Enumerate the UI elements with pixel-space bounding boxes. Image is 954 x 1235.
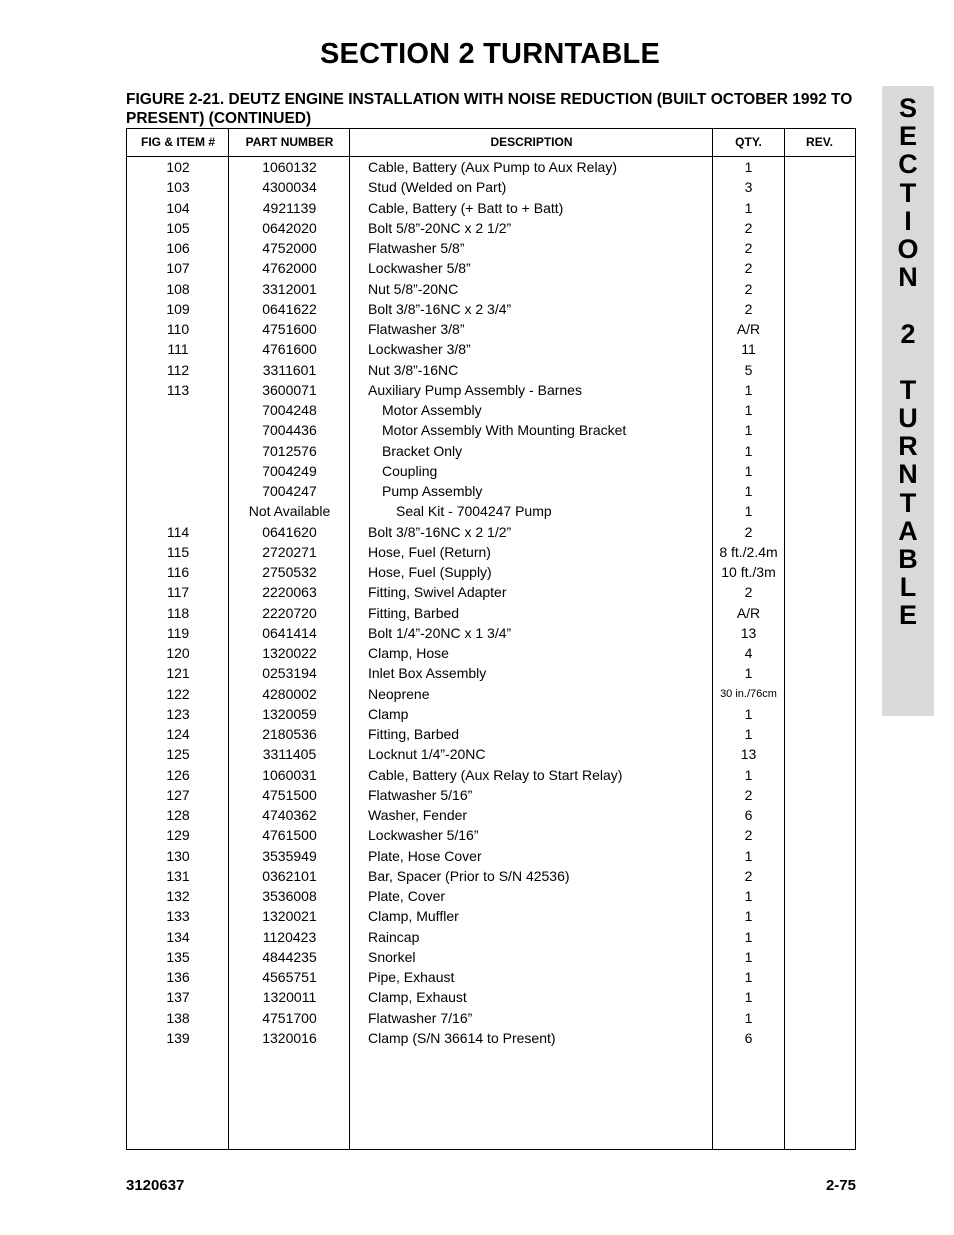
table-row <box>127 339 855 359</box>
table-row <box>127 805 855 825</box>
table-row <box>127 967 855 987</box>
item-number-cell: 107 <box>166 260 190 277</box>
description-cell: Flatwasher 5/16” <box>368 786 473 803</box>
table-row <box>127 319 855 339</box>
item-number-cell: 136 <box>166 969 190 985</box>
description-cell: Inlet Box Assembly <box>368 665 487 682</box>
quantity-cell: 1 <box>744 989 753 1006</box>
part-number-cell: 2720271 <box>262 543 317 560</box>
quantity-cell: 2 <box>744 786 753 803</box>
quantity-cell: 1 <box>744 847 753 864</box>
description-cell: Raincap <box>368 928 420 945</box>
parts-table <box>126 128 856 1150</box>
item-number-cell: 115 <box>166 543 190 560</box>
table-row <box>127 522 855 542</box>
item-number-cell: 109 <box>166 300 190 317</box>
quantity-cell: 1 <box>744 422 753 439</box>
item-number-cell: 103 <box>166 179 190 196</box>
description-cell: Nut 3/8”-16NC <box>368 361 459 378</box>
part-number-cell: 1320016 <box>262 1029 317 1046</box>
side-tab-letter: C <box>898 149 918 180</box>
part-number-cell: 4751500 <box>262 786 317 803</box>
table-row <box>127 886 855 906</box>
table-row <box>127 623 855 643</box>
item-number-cell: 114 <box>166 523 190 540</box>
table-row <box>127 582 855 602</box>
description-cell: Bolt 3/8”-16NC x 2 1/2” <box>368 523 512 540</box>
description-cell: Plate, Hose Cover <box>368 847 482 864</box>
table-row <box>127 461 855 481</box>
part-number-cell: 2180536 <box>262 726 317 742</box>
description-cell: Bolt 1/4”-20NC x 1 3/4” <box>368 624 512 641</box>
part-number-cell: 4844235 <box>262 948 317 965</box>
description-cell: Clamp, Hose <box>368 645 449 661</box>
quantity-cell: 2 <box>744 240 753 256</box>
table-row <box>127 765 855 785</box>
table-row <box>127 603 855 623</box>
table-row <box>127 866 855 886</box>
description-cell: Locknut 1/4”-20NC <box>368 746 486 763</box>
table-row <box>127 643 855 663</box>
part-number-cell: 4740362 <box>262 807 317 823</box>
item-number-cell: 111 <box>167 341 189 358</box>
table-row <box>127 947 855 967</box>
quantity-cell: 4 <box>744 645 753 661</box>
description-cell: Fitting, Barbed <box>368 726 460 742</box>
quantity-cell: 1 <box>744 159 753 175</box>
part-number-cell: 0641620 <box>262 523 317 540</box>
item-number-cell: 117 <box>166 584 190 601</box>
side-tab-letter: L <box>899 572 917 603</box>
description-cell: Hose, Fuel (Supply) <box>368 564 492 580</box>
quantity-cell: 1 <box>744 665 753 682</box>
part-number-cell: 4752000 <box>262 240 317 256</box>
item-number-cell: 121 <box>166 665 190 682</box>
quantity-cell: 13 <box>740 624 757 641</box>
table-row <box>127 157 855 177</box>
quantity-cell: 1 <box>744 726 753 742</box>
item-number-cell: 110 <box>166 321 190 337</box>
document-number: 3120637 <box>126 1177 185 1194</box>
quantity-cell: 13 <box>740 746 757 763</box>
part-number-cell: 1120423 <box>262 928 317 945</box>
quantity-cell: 1 <box>744 1009 753 1026</box>
table-row <box>127 198 855 218</box>
description-cell: Cable, Battery (Aux Pump to Aux Relay) <box>368 159 617 175</box>
table-row <box>127 177 855 197</box>
table-header <box>127 129 855 157</box>
table-row <box>127 724 855 744</box>
header-item: FIG & ITEM # <box>140 135 215 149</box>
table-row <box>127 238 855 258</box>
quantity-cell: A/R <box>736 321 761 337</box>
part-number-cell: 0641414 <box>262 624 317 641</box>
table-row <box>127 1008 855 1028</box>
table-row <box>127 825 855 845</box>
table-row <box>127 481 855 501</box>
quantity-cell: A/R <box>736 604 761 621</box>
figure-title: FIGURE 2-21. DEUTZ ENGINE INSTALLATION WITH NOISE REDUCTION (BUILT OCTOBER 1992 TO PRESENT) (CONTINUED) <box>126 91 853 127</box>
item-number-cell: 112 <box>166 361 190 378</box>
quantity-cell: 1 <box>744 483 753 499</box>
item-number-cell: 130 <box>166 847 190 864</box>
quantity-cell: 1 <box>744 442 753 459</box>
part-number-cell: 4751700 <box>262 1009 317 1026</box>
quantity-cell: 1 <box>744 766 753 783</box>
part-number-cell: 1320021 <box>262 908 317 925</box>
part-number-cell: 3312001 <box>262 280 317 297</box>
item-number-cell: 122 <box>166 685 190 702</box>
part-number-cell: 1060132 <box>262 159 317 175</box>
part-number-cell: 4761500 <box>262 827 317 844</box>
item-number-cell: 113 <box>166 381 190 398</box>
side-tab-spacer <box>882 291 934 319</box>
header-rev: REV. <box>806 135 833 149</box>
table-row <box>127 562 855 582</box>
page-title: SECTION 2 TURNTABLE <box>320 38 660 70</box>
side-tab-letter: A <box>898 515 918 546</box>
description-cell: Plate, Cover <box>368 888 446 904</box>
item-number-cell: 102 <box>166 159 190 175</box>
quantity-cell: 1 <box>744 948 753 965</box>
quantity-cell: 1 <box>744 928 753 945</box>
quantity-cell: 6 <box>744 807 753 823</box>
description-cell: Seal Kit - 7004247 Pump <box>396 503 552 520</box>
table-row <box>127 542 855 562</box>
item-number-cell: 119 <box>166 624 190 641</box>
side-tab-letter: B <box>898 544 918 574</box>
description-cell: Bolt 3/8”-16NC x 2 3/4” <box>368 300 512 317</box>
quantity-cell: 2 <box>744 523 753 540</box>
description-cell: Bolt 5/8”-20NC x 2 1/2” <box>368 219 512 236</box>
item-number-cell: 131 <box>166 867 190 884</box>
table-row <box>127 1028 855 1048</box>
quantity-cell: 1 <box>744 705 753 722</box>
part-number-cell: 0641622 <box>262 300 317 317</box>
part-number-cell: 4280002 <box>262 685 317 702</box>
quantity-cell: 2 <box>744 219 753 236</box>
description-cell: Clamp <box>368 705 409 722</box>
description-cell: Flatwasher 7/16” <box>368 1009 473 1026</box>
description-cell: Motor Assembly With Mounting Bracket <box>382 422 627 439</box>
part-number-cell: 1320011 <box>262 989 317 1006</box>
part-number-cell: 3536008 <box>262 888 317 904</box>
quantity-cell: 1 <box>744 462 753 479</box>
part-number-cell: 2750532 <box>262 564 317 580</box>
description-cell: Auxiliary Pump Assembly - Barnes <box>368 381 582 398</box>
side-tab-letter: T <box>899 487 917 518</box>
section-side-tab <box>882 86 934 716</box>
part-number-cell: 3311405 <box>262 746 317 763</box>
item-number-cell: 124 <box>166 726 190 742</box>
side-tab-letter: N <box>898 262 918 293</box>
table-row <box>127 663 855 683</box>
item-number-cell: 132 <box>166 888 190 904</box>
description-cell: Flatwasher 5/8” <box>368 240 465 256</box>
table-row <box>127 744 855 764</box>
description-cell: Washer, Fender <box>368 807 468 823</box>
description-cell: Fitting, Swivel Adapter <box>368 584 507 601</box>
quantity-cell: 2 <box>744 280 753 297</box>
quantity-cell: 1 <box>744 199 753 216</box>
item-number-cell: 134 <box>166 928 190 945</box>
table-row <box>127 846 855 866</box>
description-cell: Pipe, Exhaust <box>368 969 455 985</box>
side-tab-letter: U <box>898 403 918 434</box>
table-row <box>127 987 855 1007</box>
header-part-number: PART NUMBER <box>245 135 334 149</box>
item-number-cell: 133 <box>166 908 190 925</box>
table-row <box>127 501 855 521</box>
quantity-cell: 1 <box>744 381 753 398</box>
description-cell: Lockwasher 5/8” <box>368 260 471 277</box>
part-number-cell: 0253194 <box>262 665 317 682</box>
table-row <box>127 218 855 238</box>
description-cell: Cable, Battery (+ Batt to + Batt) <box>368 199 564 216</box>
side-tab-letter: T <box>899 374 917 405</box>
description-cell: Bar, Spacer (Prior to S/N 42536) <box>368 867 570 884</box>
item-number-cell: 125 <box>166 746 190 763</box>
table-row <box>127 380 855 400</box>
item-number-cell: 137 <box>166 989 190 1006</box>
side-tab-letter: O <box>897 233 919 264</box>
item-number-cell: 118 <box>166 604 190 621</box>
description-cell: Cable, Battery (Aux Relay to Start Relay) <box>368 766 623 783</box>
quantity-cell: 2 <box>744 260 753 277</box>
quantity-cell: 30 in./76cm <box>720 687 777 700</box>
part-number-cell: 2220720 <box>262 604 317 621</box>
part-number-cell: 4300034 <box>262 179 317 196</box>
part-number-cell: 1320022 <box>262 645 317 661</box>
side-tab-letter: E <box>898 121 917 152</box>
item-number-cell: 139 <box>166 1029 190 1046</box>
item-number-cell: 120 <box>166 645 190 661</box>
quantity-cell: 1 <box>744 402 753 418</box>
table-row <box>127 441 855 461</box>
description-cell: Clamp, Muffler <box>368 908 459 925</box>
item-number-cell: 106 <box>166 240 190 256</box>
description-cell: Clamp (S/N 36614 to Present) <box>368 1029 556 1046</box>
page-number: 2-75 <box>825 1177 856 1194</box>
table-row <box>127 927 855 947</box>
part-number-cell: 7004436 <box>262 422 317 439</box>
quantity-cell: 1 <box>744 969 753 985</box>
part-number-cell: 0642020 <box>262 219 317 236</box>
part-number-cell: 3600071 <box>262 381 317 398</box>
table-row <box>127 420 855 440</box>
table-row <box>127 299 855 319</box>
description-cell: Stud (Welded on Part) <box>368 179 507 196</box>
table-row <box>127 704 855 724</box>
description-cell: Neoprene <box>368 685 430 702</box>
table-row <box>127 258 855 278</box>
part-number-cell: 1060031 <box>262 766 317 783</box>
part-number-cell: 7004249 <box>262 462 317 479</box>
description-cell: Motor Assembly <box>382 402 482 418</box>
description-cell: Pump Assembly <box>382 483 483 499</box>
description-cell: Nut 5/8”-20NC <box>368 280 459 297</box>
part-number-cell: 4751600 <box>262 321 317 337</box>
side-tab-letter: T <box>899 177 917 208</box>
part-number-cell: 1320059 <box>262 705 317 722</box>
quantity-cell: 6 <box>744 1029 753 1046</box>
description-cell: Snorkel <box>368 948 416 965</box>
part-number-cell: 2220063 <box>262 584 317 601</box>
part-number-cell: 3311601 <box>262 361 317 378</box>
table-row <box>127 279 855 299</box>
side-tab-letter: E <box>898 600 917 631</box>
side-tab-letter: S <box>898 93 917 123</box>
part-number-cell: 4762000 <box>262 260 317 277</box>
quantity-cell: 1 <box>744 888 753 904</box>
item-number-cell: 138 <box>166 1009 190 1026</box>
description-cell: Coupling <box>382 462 438 479</box>
side-tab-letters <box>882 94 934 630</box>
part-number-cell: Not Available <box>248 503 331 520</box>
item-number-cell: 116 <box>166 564 190 580</box>
description-cell: Hose, Fuel (Return) <box>368 543 491 560</box>
part-number-cell: 7004247 <box>262 483 317 499</box>
part-number-cell: 7012576 <box>262 442 317 459</box>
table-row <box>127 906 855 926</box>
quantity-cell: 2 <box>744 827 753 844</box>
item-number-cell: 104 <box>166 199 190 216</box>
quantity-cell: 3 <box>744 179 753 196</box>
part-number-cell: 7004248 <box>262 402 317 418</box>
side-tab-spacer <box>882 348 934 376</box>
item-number-cell: 135 <box>166 948 190 965</box>
description-cell: Lockwasher 5/16” <box>368 827 479 844</box>
quantity-cell: 8 ft./2.4m <box>719 543 778 560</box>
description-cell: Fitting, Barbed <box>368 604 460 621</box>
description-cell: Lockwasher 3/8” <box>368 341 471 358</box>
item-number-cell: 126 <box>166 766 190 783</box>
part-number-cell: 0362101 <box>262 867 317 884</box>
side-tab-letter: I <box>904 205 912 236</box>
quantity-cell: 11 <box>741 341 756 358</box>
side-tab-letter: N <box>898 459 918 490</box>
description-cell: Flatwasher 3/8” <box>368 321 465 337</box>
quantity-cell: 2 <box>744 300 753 317</box>
part-number-cell: 3535949 <box>262 847 317 864</box>
header-qty: QTY. <box>735 135 762 149</box>
table-row <box>127 785 855 805</box>
item-number-cell: 127 <box>166 786 190 803</box>
quantity-cell: 2 <box>744 867 753 884</box>
part-number-cell: 4761600 <box>262 341 317 358</box>
item-number-cell: 105 <box>166 219 190 236</box>
item-number-cell: 129 <box>166 827 190 844</box>
side-tab-letter: R <box>898 431 918 462</box>
item-number-cell: 123 <box>166 705 190 722</box>
side-tab-letter: 2 <box>900 318 916 349</box>
table-row <box>127 360 855 380</box>
table-row <box>127 400 855 420</box>
header-description: DESCRIPTION <box>490 135 573 149</box>
quantity-cell: 1 <box>744 908 753 925</box>
table-row <box>127 684 855 704</box>
description-cell: Bracket Only <box>382 442 463 459</box>
part-number-cell: 4921139 <box>262 199 317 216</box>
item-number-cell: 108 <box>166 280 190 297</box>
quantity-cell: 1 <box>744 503 753 520</box>
part-number-cell: 4565751 <box>262 969 317 985</box>
quantity-cell: 5 <box>744 361 753 378</box>
quantity-cell: 2 <box>744 584 753 601</box>
quantity-cell: 10 ft./3m <box>721 564 776 580</box>
item-number-cell: 128 <box>166 807 190 823</box>
description-cell: Clamp, Exhaust <box>368 989 467 1006</box>
